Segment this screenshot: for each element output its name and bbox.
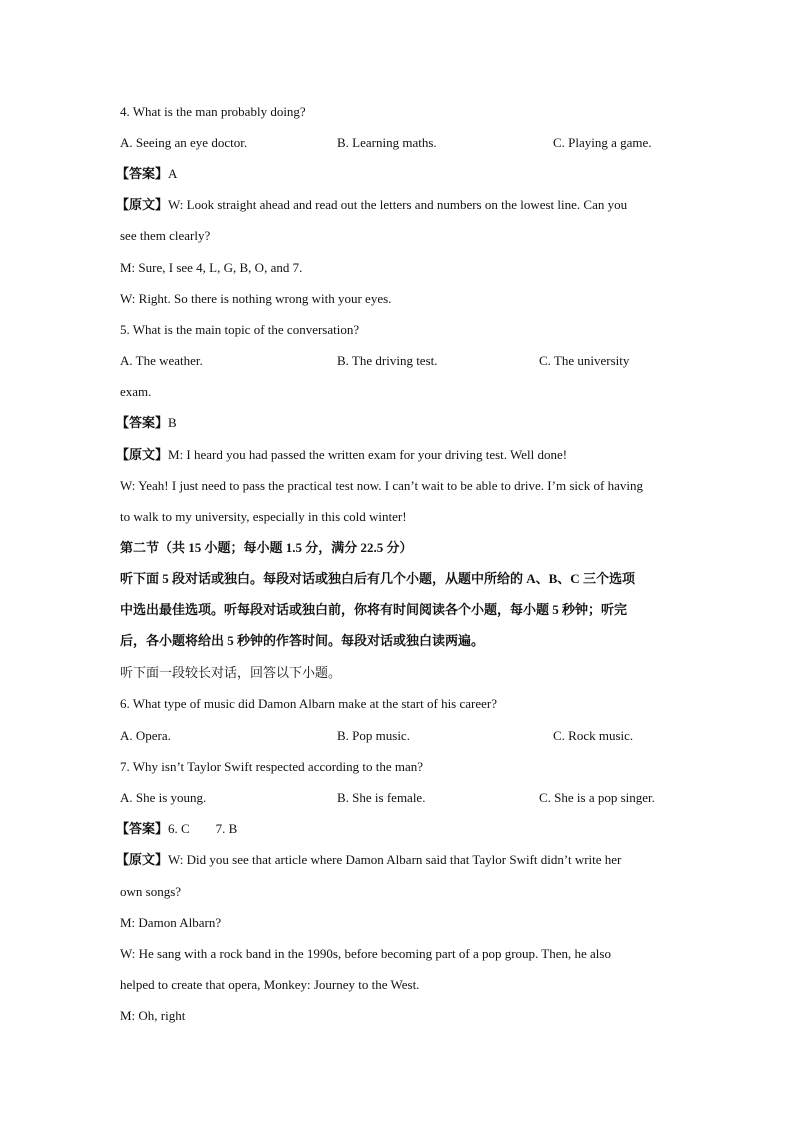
question-5: 5. What is the main topic of the conversation? <box>120 322 360 337</box>
q7-transcript-line: own songs? <box>120 884 182 899</box>
q7-transcript-line: W: He sang with a rock band in the 1990s, before becoming part of a pop group. Then, he also <box>120 946 611 961</box>
q5-option-c: C. The university <box>539 353 630 368</box>
question-6-options <box>120 726 680 746</box>
q5-transcript-line: to walk to my university, especially in this cold winter! <box>120 509 407 524</box>
question-7-options <box>120 788 680 808</box>
transcript-text: W: Look straight ahead and read out the letters and numbers on the lowest line. Can you <box>168 197 628 212</box>
question-4-options <box>120 133 680 153</box>
q5-option-c-wrap: exam. <box>120 384 152 399</box>
question-4: 4. What is the man probably doing? <box>120 104 306 119</box>
answer-value: A <box>168 166 178 181</box>
q7-transcript-line: M: Damon Albarn? <box>120 915 222 930</box>
q7-option-a: A. She is young. <box>120 790 207 805</box>
transcript-tag: 【原文】 <box>116 447 169 462</box>
transcript-text: M: I heard you had passed the written exam for your driving test. Well done! <box>168 447 568 462</box>
question-5-options <box>120 351 680 371</box>
q4-transcript-line: see them clearly? <box>120 228 211 243</box>
section-2-instructions: 后，各小题将给出 5 秒钟的作答时间。每段对话或独白读两遍。 <box>120 633 485 648</box>
answer-tag: 【答案】 <box>116 166 169 181</box>
q6-option-b: B. Pop music. <box>337 728 410 743</box>
q4-option-a: A. Seeing an eye doctor. <box>120 135 248 150</box>
answer-value: 6. C 7. B <box>168 821 238 836</box>
q4-option-b: B. Learning maths. <box>337 135 437 150</box>
q7-transcript-line <box>116 850 680 870</box>
answer-tag: 【答案】 <box>116 415 169 430</box>
q7-option-c: C. She is a pop singer. <box>539 790 655 805</box>
section-2-instructions: 中选出最佳选项。听每段对话或独白前，你将有时间阅读各个小题，每小题 5 秒钟；听完 <box>120 602 628 617</box>
q7-transcript-line: M: Oh, right <box>120 1008 186 1023</box>
q7-option-b: B. She is female. <box>337 790 426 805</box>
q4-option-c: C. Playing a game. <box>553 135 652 150</box>
q5-option-a: A. The weather. <box>120 353 203 368</box>
section-2-heading: 第二节（共 15 小题；每小题 1.5 分，满分 22.5 分） <box>120 540 413 555</box>
q6-q7-answer <box>116 819 680 839</box>
q5-transcript-line <box>116 445 680 465</box>
q7-transcript-line: helped to create that opera, Monkey: Journey to the West. <box>120 977 420 992</box>
q4-transcript-line: M: Sure, I see 4, L, G, B, O, and 7. <box>120 260 303 275</box>
q5-transcript-line: W: Yeah! I just need to pass the practical test now. I can’t wait to be able to drive. I’m sick of having <box>120 478 643 493</box>
q6-option-a: A. Opera. <box>120 728 171 743</box>
answer-tag: 【答案】 <box>116 821 169 836</box>
section-2-instructions: 听下面 5 段对话或独白。每段对话或独白后有几个小题，从题中所给的 A、B、C 三个选项 <box>120 571 635 586</box>
q4-transcript-line <box>116 195 680 215</box>
transcript-tag: 【原文】 <box>116 197 169 212</box>
q4-transcript-line: W: Right. So there is nothing wrong with your eyes. <box>120 291 392 306</box>
question-7: 7. Why isn’t Taylor Swift respected according to the man? <box>120 759 424 774</box>
transcript-text: W: Did you see that article where Damon Albarn said that Taylor Swift didn’t write her <box>168 852 622 867</box>
answer-value: B <box>168 415 177 430</box>
q5-option-b: B. The driving test. <box>337 353 438 368</box>
transcript-tag: 【原文】 <box>116 852 169 867</box>
q4-answer <box>116 164 680 184</box>
q5-answer <box>116 413 680 433</box>
q6-option-c: C. Rock music. <box>553 728 634 743</box>
question-6: 6. What type of music did Damon Albarn make at the start of his career? <box>120 696 497 711</box>
section-2-intro: 听下面一段较长对话，回答以下小题。 <box>120 665 342 680</box>
